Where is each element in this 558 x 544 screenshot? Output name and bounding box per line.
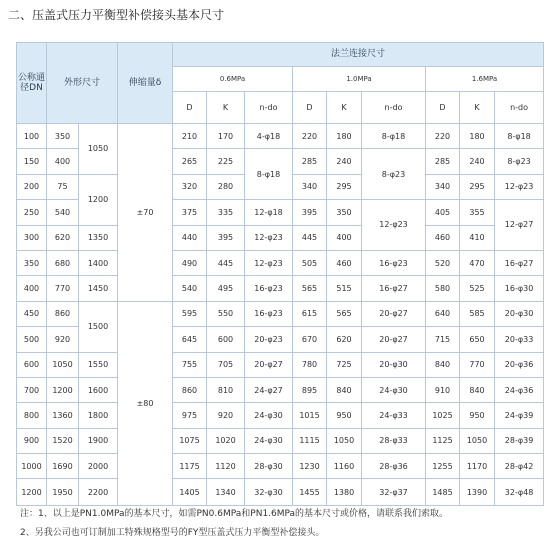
cell-d3: 1025 [426, 403, 460, 428]
cell-k2: 400 [327, 225, 362, 250]
cell-n2: 20-φ27 [362, 301, 426, 326]
cell-d2: 670 [293, 327, 327, 352]
cell-k3: 770 [460, 352, 495, 377]
cell-d1: 1075 [173, 428, 207, 453]
cell-k2: 1380 [327, 479, 362, 506]
cell-d2: 340 [293, 174, 327, 199]
cell-d2: 895 [293, 377, 327, 402]
cell-d1: 860 [173, 377, 207, 402]
cell-k2: 620 [327, 327, 362, 352]
cell-l: 1400 [79, 250, 118, 275]
table-row [17, 250, 544, 275]
cell-d2: 615 [293, 301, 327, 326]
cell-n2: 28-φ36 [362, 454, 426, 479]
cell-k1: 920 [207, 403, 245, 428]
cell-k1: 280 [207, 174, 245, 199]
cell-n2: 16-φ27 [362, 276, 426, 301]
cell-d2: 1115 [293, 428, 327, 453]
cell-n1: 20-φ27 [245, 352, 293, 377]
table-row [17, 225, 544, 250]
cell-n3: 24-φ39 [495, 403, 544, 428]
table-row [17, 301, 544, 326]
cell-d3: 640 [426, 301, 460, 326]
cell-n1: 12-φ23 [245, 225, 293, 250]
header-sub-column: K [207, 92, 245, 124]
cell-k3: 410 [460, 225, 495, 250]
cell-d3: 285 [426, 149, 460, 174]
cell-do: 1950 [47, 479, 79, 506]
cell-k3: 585 [460, 301, 495, 326]
header-sub-column: D [173, 92, 207, 124]
cell-n1: 28-φ30 [245, 454, 293, 479]
cell-dn: 600 [17, 352, 47, 377]
cell-k3: 840 [460, 377, 495, 402]
cell-dn: 1000 [17, 454, 47, 479]
cell-l: 1900 [79, 428, 118, 453]
cell-n3: 28-φ39 [495, 428, 544, 453]
cell-k1: 335 [207, 200, 245, 225]
cell-do: 1520 [47, 428, 79, 453]
cell-d1: 320 [173, 174, 207, 199]
cell-dn: 200 [17, 174, 47, 199]
cell-k2: 565 [327, 301, 362, 326]
cell-d1: 1175 [173, 454, 207, 479]
cell-dn: 700 [17, 377, 47, 402]
cell-l: 2200 [79, 479, 118, 506]
header-pressure: 0.6MPa [173, 67, 293, 92]
cell-n1: 16-φ23 [245, 276, 293, 301]
cell-d1: 1405 [173, 479, 207, 506]
cell-d2: 505 [293, 250, 327, 275]
cell-do: 1360 [47, 403, 79, 428]
cell-k2: 1050 [327, 428, 362, 453]
cell-k1: 170 [207, 124, 245, 149]
cell-dn: 900 [17, 428, 47, 453]
cell-k3: 355 [460, 200, 495, 225]
cell-dn: 500 [17, 327, 47, 352]
cell-do: 350 [47, 124, 79, 149]
cell-k1: 1120 [207, 454, 245, 479]
cell-n3: 8-φ18 [495, 124, 544, 149]
cell-k2: 350 [327, 200, 362, 225]
cell-dn: 450 [17, 301, 47, 326]
cell-d2: 220 [293, 124, 327, 149]
cell-d1: 265 [173, 149, 207, 174]
cell-n2: 20-φ30 [362, 352, 426, 377]
cell-k2: 295 [327, 174, 362, 199]
cell-d2: 780 [293, 352, 327, 377]
cell-n3: 24-φ36 [495, 377, 544, 402]
cell-d3: 1255 [426, 454, 460, 479]
cell-n2: 16-φ23 [362, 250, 426, 275]
cell-d1: 975 [173, 403, 207, 428]
cell-d3: 520 [426, 250, 460, 275]
cell-d3: 840 [426, 352, 460, 377]
cell-d1: 210 [173, 124, 207, 149]
header-sub-column: n-do [495, 92, 544, 124]
cell-k1: 550 [207, 301, 245, 326]
cell-k3: 1170 [460, 454, 495, 479]
cell-n1: 20-φ23 [245, 327, 293, 352]
header-sub-column: K [460, 92, 495, 124]
cell-d3: 1485 [426, 479, 460, 506]
cell-k2: 180 [327, 124, 362, 149]
cell-n2: 20-φ27 [362, 327, 426, 352]
cell-d3: 1125 [426, 428, 460, 453]
cell-k1: 395 [207, 225, 245, 250]
cell-k2: 460 [327, 250, 362, 275]
cell-do: 680 [47, 250, 79, 275]
cell-d3: 405 [426, 200, 460, 225]
cell-k1: 600 [207, 327, 245, 352]
expansion-cell: ±80 [118, 301, 173, 505]
cell-d1: 540 [173, 276, 207, 301]
table-row [17, 352, 544, 377]
cell-k2: 725 [327, 352, 362, 377]
cell-d3: 715 [426, 327, 460, 352]
cell-d1: 595 [173, 301, 207, 326]
cell-n3: 8-φ23 [495, 149, 544, 174]
cell-do: 920 [47, 327, 79, 352]
cell-n3: 20-φ33 [495, 327, 544, 352]
cell-n1: 24-φ27 [245, 377, 293, 402]
cell-dn: 400 [17, 276, 47, 301]
cell-k3: 1390 [460, 479, 495, 506]
cell-k3: 240 [460, 149, 495, 174]
cell-k3: 525 [460, 276, 495, 301]
cell-k3: 295 [460, 174, 495, 199]
note-2: 2、另我公司也可订制加工特殊规格型号的FY型压盖式压力平衡型补偿接头。 [20, 528, 325, 538]
cell-n1: 8-φ18 [245, 149, 293, 200]
cell-do: 770 [47, 276, 79, 301]
cell-do: 1200 [47, 377, 79, 402]
table-row [17, 124, 544, 149]
cell-n1: 4-φ18 [245, 124, 293, 149]
cell-d1: 755 [173, 352, 207, 377]
cell-k1: 495 [207, 276, 245, 301]
header-sub-column: D [426, 92, 460, 124]
cell-dn: 300 [17, 225, 47, 250]
cell-l: 1350 [79, 225, 118, 250]
cell-k3: 650 [460, 327, 495, 352]
cell-d2: 1230 [293, 454, 327, 479]
table-row [17, 428, 544, 453]
cell-n1: 24-φ30 [245, 428, 293, 453]
table-row [17, 454, 544, 479]
cell-n2: 8-φ23 [362, 149, 426, 200]
cell-k3: 470 [460, 250, 495, 275]
cell-l: 1050 [79, 124, 118, 175]
table-row [17, 276, 544, 301]
cell-n2: 24-φ30 [362, 377, 426, 402]
cell-dn: 250 [17, 200, 47, 225]
cell-d2: 285 [293, 149, 327, 174]
cell-n3: 12-φ27 [495, 200, 544, 251]
cell-n1: 12-φ23 [245, 250, 293, 275]
cell-n3: 32-φ48 [495, 479, 544, 506]
cell-dn: 1200 [17, 479, 47, 506]
cell-d1: 375 [173, 200, 207, 225]
cell-do: 620 [47, 225, 79, 250]
cell-d3: 340 [426, 174, 460, 199]
cell-k3: 950 [460, 403, 495, 428]
cell-do: 1050 [47, 352, 79, 377]
cell-do: 75 [47, 174, 79, 199]
table-row [17, 479, 544, 506]
header-pressure: 1.0MPa [293, 67, 426, 92]
cell-d3: 460 [426, 225, 460, 250]
cell-l: 1800 [79, 403, 118, 428]
table-row [17, 403, 544, 428]
table-row [17, 377, 544, 402]
cell-n3: 12-φ23 [495, 174, 544, 199]
cell-n3: 28-φ42 [495, 454, 544, 479]
cell-k3: 180 [460, 124, 495, 149]
cell-d2: 1455 [293, 479, 327, 506]
cell-n1: 16-φ23 [245, 301, 293, 326]
header-outer-dimensions: 外形尺寸 [47, 43, 118, 124]
cell-k2: 950 [327, 403, 362, 428]
cell-d2: 1015 [293, 403, 327, 428]
cell-k2: 515 [327, 276, 362, 301]
cell-d3: 580 [426, 276, 460, 301]
header-sub-column: n-do [245, 92, 293, 124]
cell-n1: 32-φ30 [245, 479, 293, 506]
cell-n3: 16-φ30 [495, 276, 544, 301]
cell-l: 1200 [79, 174, 118, 225]
cell-d3: 220 [426, 124, 460, 149]
cell-l: 1500 [79, 301, 118, 352]
cell-k2: 840 [327, 377, 362, 402]
cell-k2: 240 [327, 149, 362, 174]
cell-dn: 150 [17, 149, 47, 174]
cell-k3: 1050 [460, 428, 495, 453]
cell-k1: 1020 [207, 428, 245, 453]
cell-n2: 28-φ33 [362, 428, 426, 453]
cell-n3: 20-φ30 [495, 301, 544, 326]
cell-k2: 1160 [327, 454, 362, 479]
note-1: 注：1、以上是PN1.0MPa的基本尺寸，如需PN0.6MPa和PN1.6MPa的基本尺寸或价格，请联系我们索取。 [20, 509, 449, 519]
cell-n2: 24-φ33 [362, 403, 426, 428]
cell-n2: 32-φ37 [362, 479, 426, 506]
cell-d2: 445 [293, 225, 327, 250]
cell-l: 1450 [79, 276, 118, 301]
header-expansion: 伸缩量δ [118, 43, 173, 124]
header-flange-dimensions: 法兰连接尺寸 [173, 43, 544, 67]
cell-do: 540 [47, 200, 79, 225]
cell-d2: 565 [293, 276, 327, 301]
expansion-cell: ±70 [118, 124, 173, 302]
cell-n3: 20-φ36 [495, 352, 544, 377]
cell-n1: 12-φ18 [245, 200, 293, 225]
cell-l: 1550 [79, 352, 118, 377]
cell-dn: 800 [17, 403, 47, 428]
page-title: 二、压盖式压力平衡型补偿接头基本尺寸 [8, 8, 225, 22]
cell-do: 400 [47, 149, 79, 174]
cell-do: 1690 [47, 454, 79, 479]
cell-k1: 810 [207, 377, 245, 402]
cell-dn: 350 [17, 250, 47, 275]
dimension-table [16, 42, 544, 506]
cell-d1: 645 [173, 327, 207, 352]
cell-k1: 705 [207, 352, 245, 377]
header-nominal-diameter: 公称通径DN [17, 43, 47, 124]
cell-d1: 440 [173, 225, 207, 250]
cell-k1: 445 [207, 250, 245, 275]
cell-l: 2000 [79, 454, 118, 479]
cell-d1: 490 [173, 250, 207, 275]
cell-dn: 100 [17, 124, 47, 149]
cell-n1: 24-φ30 [245, 403, 293, 428]
cell-n3: 16-φ27 [495, 250, 544, 275]
header-pressure: 1.6MPa [426, 67, 544, 92]
cell-do: 860 [47, 301, 79, 326]
cell-l: 1600 [79, 377, 118, 402]
header-sub-column: K [327, 92, 362, 124]
cell-d3: 910 [426, 377, 460, 402]
cell-n2: 12-φ23 [362, 200, 426, 251]
header-sub-column: n-do [362, 92, 426, 124]
cell-k1: 1340 [207, 479, 245, 506]
cell-k1: 225 [207, 149, 245, 174]
cell-d2: 395 [293, 200, 327, 225]
cell-n2: 8-φ18 [362, 124, 426, 149]
header-sub-column: D [293, 92, 327, 124]
